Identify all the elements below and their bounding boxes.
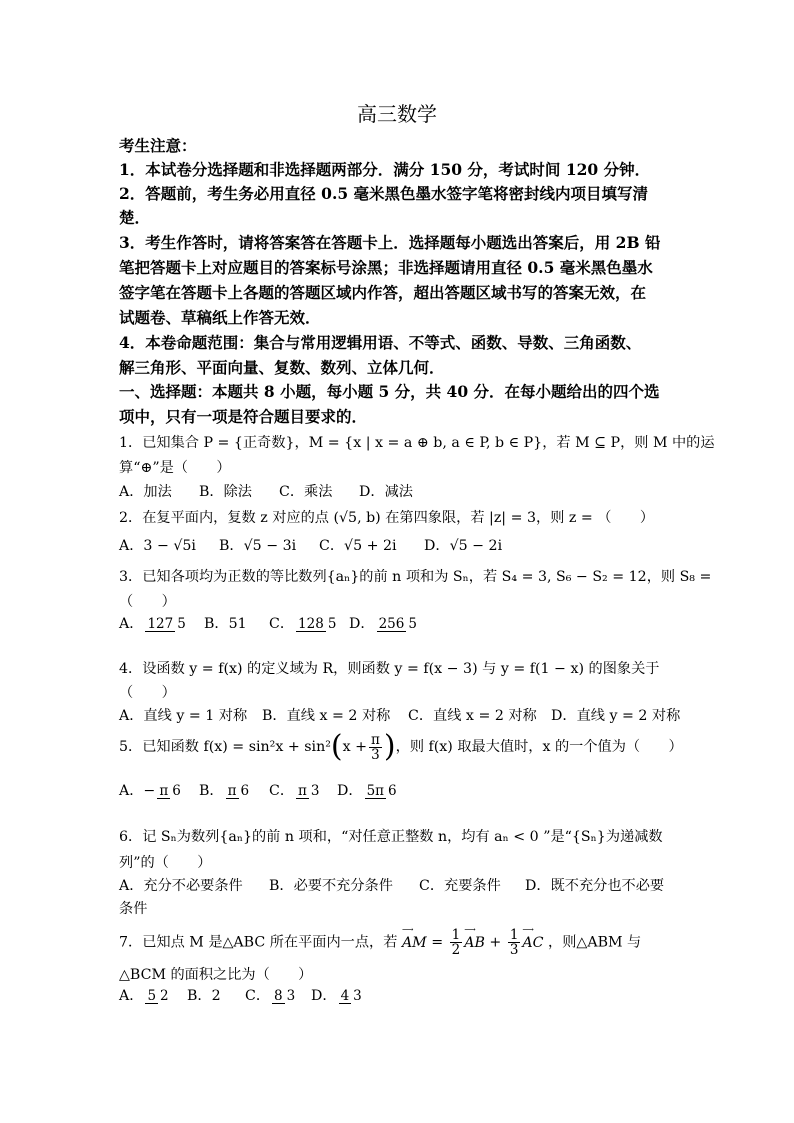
fraction (272, 989, 297, 1004)
denominator: 6 (240, 782, 250, 799)
plus-sign: + (489, 934, 502, 951)
numerator: 256 (378, 615, 405, 632)
fraction (508, 928, 521, 957)
section-heading-cont: 项中，只有一项是符合题目要求的． (119, 407, 368, 426)
option-c (269, 780, 337, 800)
numerator: π (159, 782, 169, 799)
option-c: C．乘法 (279, 484, 333, 500)
question-7-stem (119, 924, 642, 958)
stem-text: ，则 f(x) 取最大值时，x 的一个值为（ ） (395, 739, 683, 755)
fraction (226, 784, 251, 799)
option-d: D．√5 − 2i (424, 538, 503, 554)
notice-item: 签字笔在答题卡上各题的答题区域内作答，超出答题区域书写的答案无效，在 (119, 283, 647, 302)
option-c: C．直线 x = 2 对称 (408, 708, 537, 724)
option-b: B．必要不充分条件 (269, 878, 393, 894)
numerator: 1 (451, 927, 461, 943)
notice-item: 2．答题前，考生务必用直径 0.5 毫米黑色墨水签字笔将密封线内项目填写清 (119, 184, 649, 203)
fraction (369, 733, 382, 762)
vector-ab (464, 924, 485, 951)
denominator: 3 (509, 942, 519, 958)
question-6-stem: 6．记 Sₙ为数列{aₙ}的前 n 项和，“对任意正整数 n，均有 aₙ < 0 ”是“{Sₙ}为递减数 (119, 829, 663, 845)
denominator: 5 (327, 615, 337, 632)
question-5-stem (119, 729, 683, 764)
option-label: C． (269, 783, 295, 799)
vector-am (401, 924, 427, 951)
stem-text: ，则△ABM 与 (548, 934, 642, 951)
numerator: 5π (366, 782, 385, 799)
numerator: 5 (147, 987, 157, 1004)
option-c: C．√5 + 2i (319, 538, 397, 554)
vector-label: AC (522, 934, 544, 951)
right-paren: ) (383, 729, 396, 764)
option-a: A．3 − √5i (119, 538, 196, 554)
denominator: 3 (353, 987, 362, 1004)
denominator: 2 (451, 942, 461, 958)
notice-item: 试题卷、草稿纸上作答无效． (119, 308, 321, 327)
stem-text: 5．已知函数 f(x) = sin²x + sin² (119, 739, 331, 755)
option-d: D．减法 (359, 484, 413, 500)
option-label: A．− (119, 783, 156, 799)
option-b (199, 780, 269, 800)
question-4-stem: 4．设函数 y = f(x) 的定义域为 R，则函数 y = f(x − 3) 与 y = f(1 − x) 的图象关于 (119, 661, 660, 677)
fraction (296, 617, 338, 632)
question-1-stem-cont: 算“⊕”是（ ） (119, 460, 231, 476)
notice-item: 4．本卷命题范围：集合与常用逻辑用语、不等式、函数、导数、三角函数、 (119, 333, 642, 352)
fraction (296, 784, 321, 799)
notice-item: 笔把答题卡上对应题目的答案标号涂黑；非选择题请用直径 0.5 毫米黑色墨水 (119, 258, 653, 277)
option-label: A． (119, 616, 144, 632)
option-b: B．除法 (199, 484, 252, 500)
option-a (119, 613, 204, 633)
vector-arrow-icon: ⟶ (464, 924, 476, 934)
question-7-options (119, 985, 366, 1005)
question-5-options (119, 780, 401, 800)
vector-ac (522, 924, 544, 951)
option-b: B．51 (204, 616, 247, 632)
question-1-options (119, 481, 413, 501)
numerator: 127 (147, 615, 174, 632)
option-d: D．既不充分也不必要 (525, 878, 665, 894)
question-4-stem-cont: （ ） (119, 685, 176, 701)
numerator: 1 (509, 927, 519, 943)
denominator: 3 (371, 746, 380, 763)
vector-label: AM (401, 934, 427, 951)
notice-item: 3．考生作答时，请将答案答在答题卡上．选择题每小题选出答案后，用 2B 铅 (119, 233, 661, 252)
numerator: 8 (274, 987, 283, 1004)
question-4-options (119, 705, 680, 725)
option-label: A． (119, 988, 144, 1004)
option-a (119, 780, 199, 800)
notice-item: 1．本试卷分选择题和非选择题两部分．满分 150 分，考试时间 120 分钟． (119, 160, 651, 179)
option-b: B．√5 − 3i (219, 538, 297, 554)
fraction (145, 989, 170, 1004)
question-6-stem-cont: 列”的（ ） (119, 855, 212, 871)
fraction (377, 617, 419, 632)
question-3-stem-cont: （ ） (119, 594, 176, 610)
option-a: A．加法 (119, 484, 172, 500)
option-c (269, 613, 349, 633)
fraction (450, 928, 463, 957)
option-label: C． (245, 988, 271, 1004)
option-label: B． (199, 783, 224, 799)
section-heading: 一、选择题：本题共 8 小题，每小题 5 分，共 40 分．在每小题给出的四个选 (119, 382, 660, 401)
option-d (349, 613, 421, 633)
numerator: π (227, 782, 237, 799)
option-a (119, 985, 187, 1005)
question-6-options (119, 875, 664, 895)
stem-text: 7．已知点 M 是△ABC 所在平面内一点，若 (119, 934, 398, 951)
notice-item: 楚． (119, 208, 151, 227)
denominator: 5 (177, 615, 186, 632)
left-paren: ( (330, 729, 343, 764)
denominator: 6 (388, 782, 397, 799)
question-7-stem-cont: △BCM 的面积之比为（ ） (119, 967, 313, 983)
option-d (311, 985, 366, 1005)
fraction (145, 617, 187, 632)
option-label: D． (337, 783, 363, 799)
option-a: A．充分不必要条件 (119, 878, 243, 894)
option-c: C．充要条件 (419, 878, 501, 894)
option-c (245, 985, 311, 1005)
denominator: 5 (408, 615, 417, 632)
option-label: C． (269, 616, 295, 632)
numerator: 128 (298, 615, 324, 632)
numerator: π (371, 731, 380, 748)
stem-text: x + (342, 739, 368, 755)
option-a: A．直线 y = 1 对称 (119, 708, 248, 724)
option-b: B．2 (187, 988, 221, 1004)
option-d: D．直线 y = 2 对称 (551, 708, 681, 724)
vector-label: AB (464, 934, 485, 951)
numerator: π (298, 782, 307, 799)
fraction (157, 784, 182, 799)
option-d (337, 780, 401, 800)
notice-heading: 考生注意： (119, 136, 197, 155)
vector-arrow-icon: ⟶ (401, 924, 414, 934)
equals-sign: = (431, 934, 444, 951)
question-1-stem: 1．已知集合 P = {正奇数}，M = {x | x = a ⊕ b, a ∈ P, b ∈ P}，若 M ⊆ P，则 M 中的运 (119, 435, 715, 451)
fraction (339, 989, 364, 1004)
question-3-stem: 3．已知各项均为正数的等比数列{aₙ}的前 n 项和为 Sₙ，若 S₄ = 3, S₆ − S₂ = 12，则 S₈ = (119, 569, 712, 585)
option-label: D． (349, 616, 375, 632)
denominator: 3 (286, 987, 296, 1004)
fraction (365, 784, 399, 799)
vector-arrow-icon: ⟶ (522, 924, 534, 934)
question-2-options (119, 535, 502, 555)
denominator: 6 (172, 782, 181, 799)
denominator: 3 (310, 782, 320, 799)
notice-item: 解三角形、平面向量、复数、数列、立体几何． (119, 358, 445, 377)
numerator: 4 (340, 987, 350, 1004)
denominator: 2 (160, 987, 169, 1004)
question-2-stem: 2．在复平面内，复数 z 对应的点 (√5, b) 在第四象限，若 |z| = 3，则 z = （ ） (119, 510, 655, 526)
question-3-options (119, 613, 421, 633)
question-6-options-cont: 条件 (119, 901, 148, 917)
option-b: B．直线 x = 2 对称 (262, 708, 391, 724)
page-title: 高三数学 (357, 102, 437, 126)
option-label: D． (311, 988, 337, 1004)
